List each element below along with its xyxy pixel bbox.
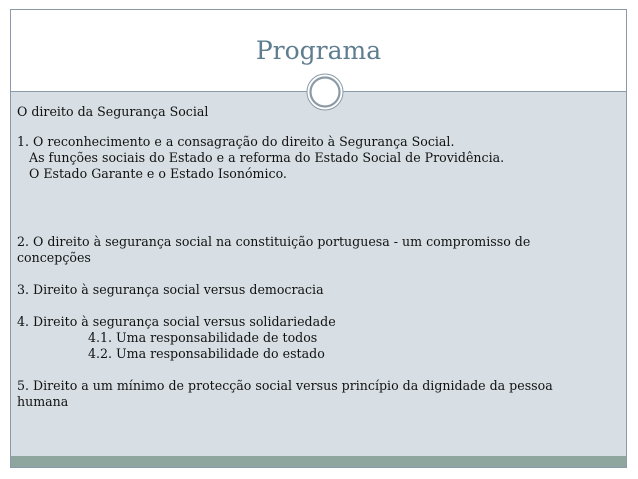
section-2-heading-cont: concepções — [17, 250, 91, 265]
section-1-line: As funções sociais do Estado e a reforma do Estado Social de Providência. — [29, 150, 505, 165]
slide-content — [17, 104, 607, 410]
section-3-heading: 3. Direito à segurança social versus democracia — [17, 282, 324, 297]
section-4-line: 4.1. Uma responsabilidade de todos — [88, 330, 318, 345]
section-5-heading-cont: humana — [17, 394, 69, 409]
slide-title: Programa — [255, 36, 382, 65]
section-1-heading: 1. O reconhecimento e a consagração do direito à Segurança Social. — [17, 134, 455, 149]
subtitle: O direito da Segurança Social — [17, 104, 209, 119]
section-4-heading: 4. Direito à segurança social versus solidariedade — [17, 314, 336, 329]
section-5-heading: 5. Direito a um mínimo de protecção social versus princípio da dignidade da pessoa — [17, 378, 553, 393]
section-4-line: 4.2. Uma responsabilidade do estado — [88, 346, 325, 361]
section-1-line: O Estado Garante e o Estado Isonómico. — [29, 166, 287, 181]
footer-bar — [11, 456, 626, 467]
section-2-heading: 2. O direito à segurança social na constituição portuguesa - um compromisso de — [17, 234, 531, 249]
